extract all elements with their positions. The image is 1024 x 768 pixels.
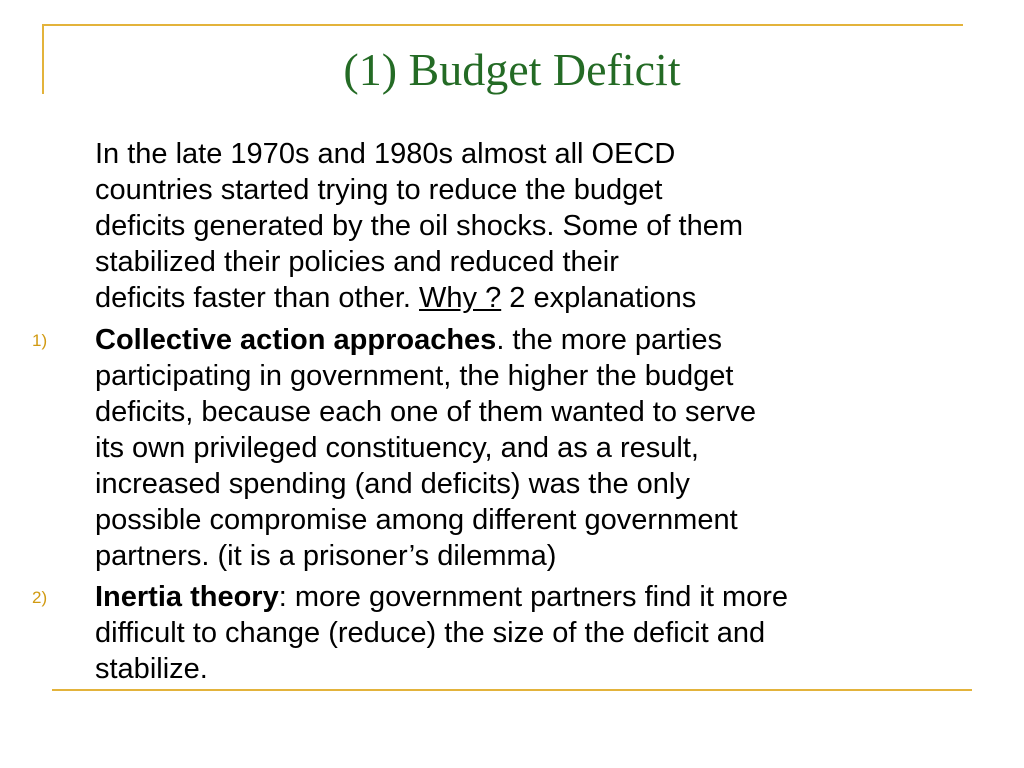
intro-line: deficits generated by the oil shocks. Some of them: [95, 210, 744, 242]
list-item-line: stabilize.: [95, 653, 208, 685]
list-item-line: difficult to change (reduce) the size of the deficit and: [95, 617, 766, 649]
list-item-line: deficits, because each one of them wanted to serve: [95, 396, 756, 428]
list-item-heading: Inertia theory: [95, 581, 279, 613]
intro-line: In the late 1970s and 1980s almost all OECD: [95, 138, 676, 170]
frame-top-rule: [43, 24, 963, 26]
list-marker: 2): [32, 588, 48, 607]
list-item-first-rest: : more government partners find it more: [278, 581, 789, 613]
list-item-text: [95, 322, 995, 574]
slide-title: (1) Budget Deficit: [343, 44, 681, 95]
list-item-first-line: [95, 579, 995, 615]
intro-last-suffix: 2 explanations: [501, 282, 697, 314]
list-item-heading: Collective action approaches: [95, 324, 497, 356]
list-item-line: increased spending (and deficits) was the only: [95, 468, 690, 500]
list-item-line: partners. (it is a prisoner’s dilemma): [95, 540, 557, 572]
list-item-line: possible compromise among different government: [95, 504, 738, 536]
list-item-line: participating in government, the higher the budget: [95, 360, 734, 392]
list-marker: 1): [32, 331, 48, 350]
intro-line: countries started trying to reduce the budget: [95, 174, 663, 206]
why-underlined-text: Why ?: [419, 282, 502, 314]
list-item-first-line: [95, 322, 995, 358]
list-item-first-rest: . the more parties: [496, 324, 722, 356]
intro-last-line: [95, 280, 985, 316]
intro-last-prefix: deficits faster than other.: [95, 282, 420, 314]
list-item-text: [95, 579, 995, 687]
list-item-line: its own privileged constituency, and as a result,: [95, 432, 699, 464]
intro-paragraph: [95, 136, 985, 316]
frame-bottom-rule: [52, 689, 972, 691]
intro-line: stabilized their policies and reduced their: [95, 246, 619, 278]
